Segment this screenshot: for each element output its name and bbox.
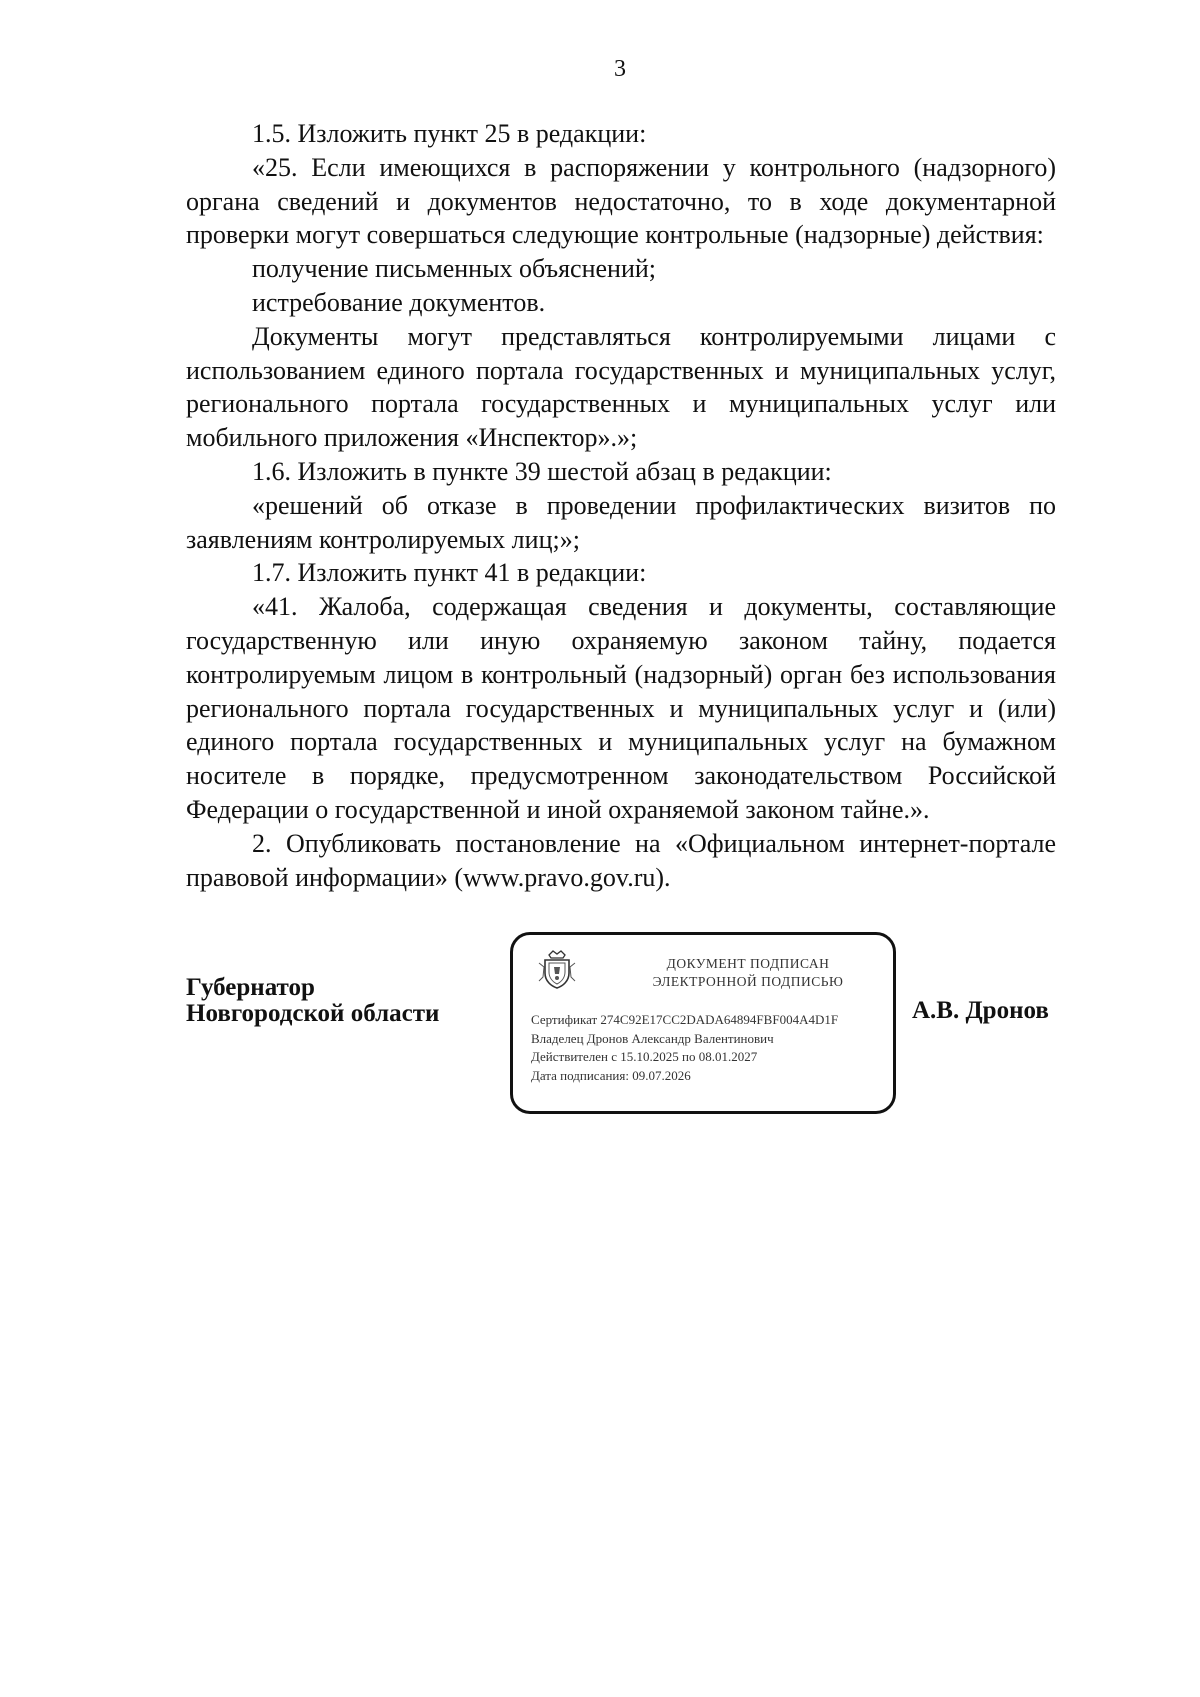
certificate-owner: Владелец Дронов Александр Валентинович: [531, 1030, 774, 1046]
paragraph: истребование документов.: [252, 287, 546, 317]
paragraph: получение письменных объяснений;: [252, 254, 656, 284]
signer-title-line: Губернатор: [186, 974, 315, 1001]
paragraph: Документы могут представляться контролируемыми лицами с использованием единого портала государственных и муниципальных услуг, регионального портала государственных и муниципальных услуг или мобильного приложения «Инспектор».»;: [186, 321, 1056, 453]
electronic-signature-stamp: [510, 932, 896, 1114]
paragraph: «решений об отказе в проведении профилактических визитов по заявлениям контролируемых лиц;»;: [186, 490, 1056, 554]
page-number: 3: [614, 56, 626, 82]
signing-date: Дата подписания: 09.07.2026: [531, 1067, 691, 1083]
paragraph: 1.7. Изложить пункт 41 в редакции:: [252, 558, 647, 588]
paragraph: 1.6. Изложить в пункте 39 шестой абзац в редакции:: [252, 456, 832, 486]
paragraph: «41. Жалоба, содержащая сведения и документы, составляющие государственную или иную охраняемую законом тайну, подается контролируемым лицом в контрольный (надзорный) орган без использования регионального портала государственных и муниципальных услуг и (или) единого портала государственных и муниципальных услуг на бумажном носителе в порядке, предусмотренном законодательством Российской Федерации о государственной и иной охраняемой законом тайне.».: [186, 592, 1056, 824]
signer-name: А.В. Дронов: [912, 997, 1049, 1024]
stamp-header-line: ДОКУМЕНТ ПОДПИСАН: [666, 956, 830, 971]
certificate-validity: Действителен с 15.10.2025 по 08.01.2027: [531, 1049, 758, 1064]
paragraph: 1.5. Изложить пункт 25 в редакции:: [252, 119, 647, 148]
certificate-number: Сертификат 274C92E17CC2DADA64894FBF004A4D1F: [531, 1012, 839, 1027]
stamp-header-line: ЭЛЕКТРОННОЙ ПОДПИСЬЮ: [652, 974, 844, 989]
document-body: [186, 117, 1056, 894]
stamp-header: [613, 955, 883, 991]
signer-title: [186, 975, 439, 1027]
stamp-details: [531, 1011, 838, 1085]
signer-title-line: Новгородской области: [186, 1000, 440, 1027]
paragraph: 2. Опубликовать постановление на «Официальном интернет-портале правовой информации» (www.pravo.gov.ru).: [186, 828, 1056, 892]
coat-of-arms-icon: [535, 947, 579, 991]
paragraph: «25. Если имеющихся в распоряжении у контрольного (надзорного) органа сведений и документов недостаточно, то в ходе документарной проверки могут совершаться следующие контрольные (надзорные) действия:: [186, 152, 1056, 250]
